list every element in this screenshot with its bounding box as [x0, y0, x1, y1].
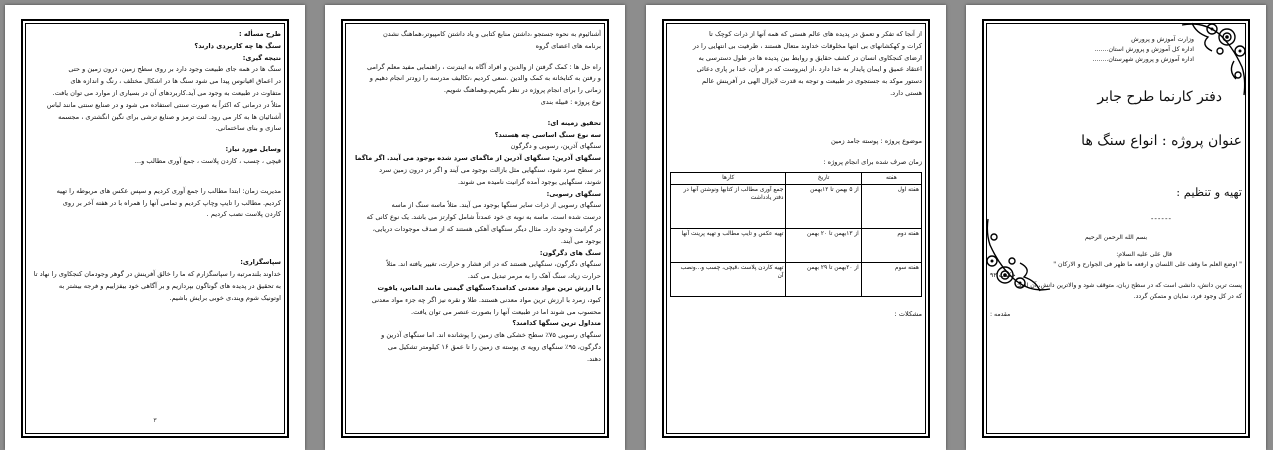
text-line: سنگهای آذرین: سنگهای آذرین از ماگمای سرد شده بوجود می آیند. اگر ماگما — [354, 154, 601, 163]
hadith-line: پست ترین دانش، دانشی است که در سطح زبان، متوقف شود و والاترین دانش، آن است — [1015, 282, 1242, 289]
text-line: کاردن پلاست نصب کردیم . — [206, 210, 281, 219]
text-line: کردیم. مطالب را تایپ وچاپ کردیم و تمامی آنها را همراه با در هفته آخر بر روی — [62, 198, 281, 207]
table-row — [671, 262, 922, 296]
text-line: قیچی ، چسب ، کاردن پلاست ، جمع آوری مطالب و... — [134, 156, 281, 165]
text-line: سنگ های دگرگون: — [539, 248, 601, 257]
text-line: طرح مسأله : — [238, 30, 281, 38]
blank-line — [670, 109, 922, 118]
table-header-row — [671, 173, 922, 185]
text-line: سپاسگزاری: — [240, 258, 281, 267]
ministry-line: اداره کل آموزش و پرورش استان....... — [1094, 46, 1194, 53]
text-line: موضوع پروژه : پوسته جامد زمین — [831, 136, 922, 145]
blank-line — [670, 118, 922, 127]
text-line: در گرانیت وجود دارد. مثال دیگر سنگهای آهکی هستند که از صدف موجودات دریایی، — [372, 224, 601, 233]
text-line: با ارزش ترین مواد معدنی کدامند؟سنگهای گیمتی مانند الماس، یاقوت — [377, 283, 601, 292]
text-line: کبود، زمرد با ارزش ترین مواد معدنی هستند. طلا و نقره نیز اگر چه جزء مواد معدنی — [371, 295, 601, 304]
text-line: خداوند بلندمرتبه را سپاسگزارم که ما را خالق آفرینش در گوهر وجودمان کنجکاوی را نهاد تا — [33, 269, 281, 278]
page-2-text — [349, 29, 601, 428]
text-line: سنگهای دگرگون، سنگهایی هستند که در اثر فشار و حرارت، تغییر یافته اند. مثلاً — [386, 260, 601, 269]
column-header: تاریخ — [786, 173, 861, 185]
blank-line — [29, 135, 281, 144]
hadith-line: " اوضع العلم ما وقف علی اللسان و ارفعه ما ظهر فی الجوارح و الارکان " — [1053, 261, 1242, 268]
blank-line — [349, 109, 601, 118]
hadith-line: که در کل وجود فرد، نمایان و متمکن گردد. — [1133, 292, 1242, 300]
text-line: سنگهای رسوبی از ذرات سایر سنگها بوجود می آیند. مثلاً ماسه سنگ از ماسه — [391, 201, 601, 210]
table-cell: تهیه کاردن پلاست ،قیچی، چسب و...ونصب آن — [671, 262, 786, 296]
ministry-line: اداره آموزش و پرورش شهرستان........ — [1092, 56, 1194, 63]
text-line: از آنجا که تفکر و تعمق در پدیده های عالم هستی که همه آنها از ذرات کوچک تا — [709, 30, 922, 38]
blank-line — [29, 177, 281, 186]
table-cell: هفته اول — [861, 184, 921, 228]
schedule-table — [670, 172, 922, 297]
hadith-line: حکمت ۹۲ — [990, 271, 1016, 279]
ministry-line: وزارت آموزش و پرورش — [1131, 36, 1194, 43]
project-title: عنوان پروژه : انواع سنگ ها — [1081, 133, 1242, 149]
text-line: سنگهای آذرین، رسوبی و دگرگون — [510, 142, 601, 151]
text-line: اعتقاد عمیق و ایمان پایدار به خدا دارد ،از اینروست که در قرآن، خدا بر پاری دعائی — [696, 65, 922, 74]
blank-line — [670, 100, 922, 109]
blank-line — [670, 148, 922, 157]
text-line: دگرگون، ۹۵٪ سنگهای رویه ی پوسته ی زمین را تا عمق ۱۶ کیلومتر تشکیل می — [387, 342, 601, 351]
text-line: در سطح سرد شود، سنگهایی مثل بازالت بوجود می آیند و اگر در درون زمین سرد — [379, 165, 601, 174]
text-line: درست شده است. ماسه به نوبه ی خود عمدتاً شامل کوارتز می باشد. یک نوع کانی که — [366, 213, 601, 222]
text-line: سه نوع سنگ اساسی چه هستند؟ — [494, 130, 601, 139]
document-title: دفتر کارنما طرح جابر — [1097, 89, 1222, 105]
text-line: زمان صرف شده برای انجام پروژه : — [823, 157, 922, 166]
text-line: آشنائیان ها به کار می رود. لنت ترمز و صنایع ترشی برای نگین انگشتری ، مجسمه — [58, 112, 281, 121]
text-line: دستور موکد به جستجوی در طبیعت و توجه به قدرت لایزال الهی در آفرینش عالم — [701, 77, 922, 86]
bismillah: بسم الله الرحمن الرحیم — [1084, 234, 1148, 241]
intro-label: مقدمه : — [990, 311, 1011, 318]
page-1-text — [29, 29, 281, 428]
hadith-line: قال علی علیه السلام: — [1116, 250, 1172, 258]
table-cell: تهیه عکس و تایپ مطالب و تهیه پرینت آنها — [671, 228, 786, 262]
document-page-cover — [966, 5, 1266, 450]
page-number: ٣ — [153, 417, 157, 424]
text-line: سنگهای رسوبی: — [546, 189, 601, 198]
document-page-3 — [646, 5, 946, 450]
cover-content — [990, 29, 1242, 428]
column-header: هفته — [861, 173, 921, 185]
problems-label: مشکلات : — [894, 309, 922, 318]
hadith-block — [990, 250, 1242, 303]
text-line: برنامه های اعضای گروه — [535, 41, 601, 50]
text-line: کرات و کهکشانهای بی انتها مخلوقات خداوند متعال هستند ، ظرفیت بی انتهایی را در — [692, 41, 922, 50]
document-page-2 — [325, 5, 625, 450]
blank-line — [670, 127, 922, 136]
text-line: ارضای کنجکاوی انسان در کشف حقایق و روابط بین پدیده ها در طول دسترسی به — [698, 53, 922, 62]
page-3-text — [670, 29, 922, 428]
blank-line — [29, 239, 281, 248]
text-line: سنگهای رسوبی ۷۵٪ سطح خشکی های زمین را پوشانده اند. اما سنگهای آذرین و — [381, 331, 601, 340]
table-cell: هفته سوم — [861, 262, 921, 296]
text-line: سازی و بنای ساختمانی. — [215, 124, 281, 133]
document-page-1 — [5, 5, 305, 450]
text-line: و رفتن به کتابخانه به کمک والدین .سعی کردیم ،تکالیف مدرسه را زودتر انجام دهیم و — [369, 74, 601, 83]
prepared-by-value: ------ — [1150, 215, 1172, 223]
text-line: محسوب می شوند اما در طبیعت آنها را بصورت عنصر می توان یافت. — [411, 307, 601, 316]
table-cell: جمع آوری مطالب از کتابها ونوشتن آنها در دفتر یادداشت — [671, 184, 786, 228]
blank-line — [29, 168, 281, 177]
table-cell: هفته دوم — [861, 228, 921, 262]
text-line: نوع پروژه : قبیله بندی — [540, 97, 601, 106]
text-line: شوند، سنگهایی بوجود آمده گرانیت نامیده می شوند. — [457, 177, 601, 186]
blank-line — [29, 221, 281, 230]
text-line: در اعماق اقیانوس پیدا می شود سنگ ها در اشکال مختلف ، رنگ و اندازه های — [70, 77, 281, 86]
table-cell: از ۲۰بهمن تا ۲۹ بهمن — [786, 262, 861, 296]
text-line: مثلاً در درمانی که اکثراً به صورت سنتی استفاده می شود و در صنایع سنتی مانند لباس — [46, 100, 281, 109]
text-line: بوجود می آیند. — [560, 236, 601, 245]
table-row — [671, 228, 922, 262]
ministry-header — [990, 35, 1194, 65]
table-cell: از ۵ بهمن تا ۱۲بهمن — [786, 184, 861, 228]
text-line: تحقیق زمینه ای: — [547, 118, 601, 127]
text-line: آشنائیوم به نحوه جستجو ،داشتن منابع کتابی و یاد داشتن کامپیوتر،هماهنگ نشدن — [382, 30, 601, 38]
text-line: راه حل ها : کمک گرفتن از والدین و افراد آگاه به اینترنت ، راهنمایی مفید معلم گرامی — [366, 62, 601, 71]
text-line: مدیریت زمان: ابتدا مطالب را جمع آوری کردیم و سپس عکس های مربوطه را تهیه — [56, 186, 281, 195]
blank-line — [29, 230, 281, 239]
text-line: دهند. — [587, 354, 601, 363]
text-line: متداول ترین سنگها کدامند؟ — [512, 319, 601, 328]
text-line: متفاوت در طبیعت به وجود می آید.کاربردهای آن در بسیاری از موارد می توان یافت. — [52, 88, 281, 97]
blank-line — [349, 53, 601, 62]
text-line: سنگ ها در همه جای طبیعت وجود دارد بر روی سطح زمین، درون زمین و حتی — [68, 65, 281, 74]
text-line: وسایل مورد نیاز: — [225, 145, 281, 154]
blank-line — [29, 248, 281, 257]
column-header: کارها — [671, 173, 786, 185]
text-line: اوتونیک شوم ویند،ی خوبی برایش باشیم. — [169, 293, 281, 302]
text-line: حرارت زیاد، سنگ آهک را به مرمر تبدیل می کند. — [467, 272, 601, 281]
table-row — [671, 184, 922, 228]
text-line: به تحقیق در پدیده های گوناگون بپردازیم و بر آگاهی خود بیفزاییم و فرجه بیشتر به — [58, 281, 281, 290]
text-line: زمانی را برای انجام پروژه در نظر بگیریم.وهماهنگ شویم. — [443, 86, 601, 95]
text-line: نتیجه گیری: — [242, 53, 281, 62]
prepared-by-label: تهیه و تنظیم : — [1176, 185, 1242, 199]
text-line: سنگ ها چه کاربردی دارند؟ — [194, 41, 281, 50]
text-line: هستی دارد. — [890, 88, 922, 97]
table-cell: از ۱۳بهمن تا ۲۰ بهمن — [786, 228, 861, 262]
